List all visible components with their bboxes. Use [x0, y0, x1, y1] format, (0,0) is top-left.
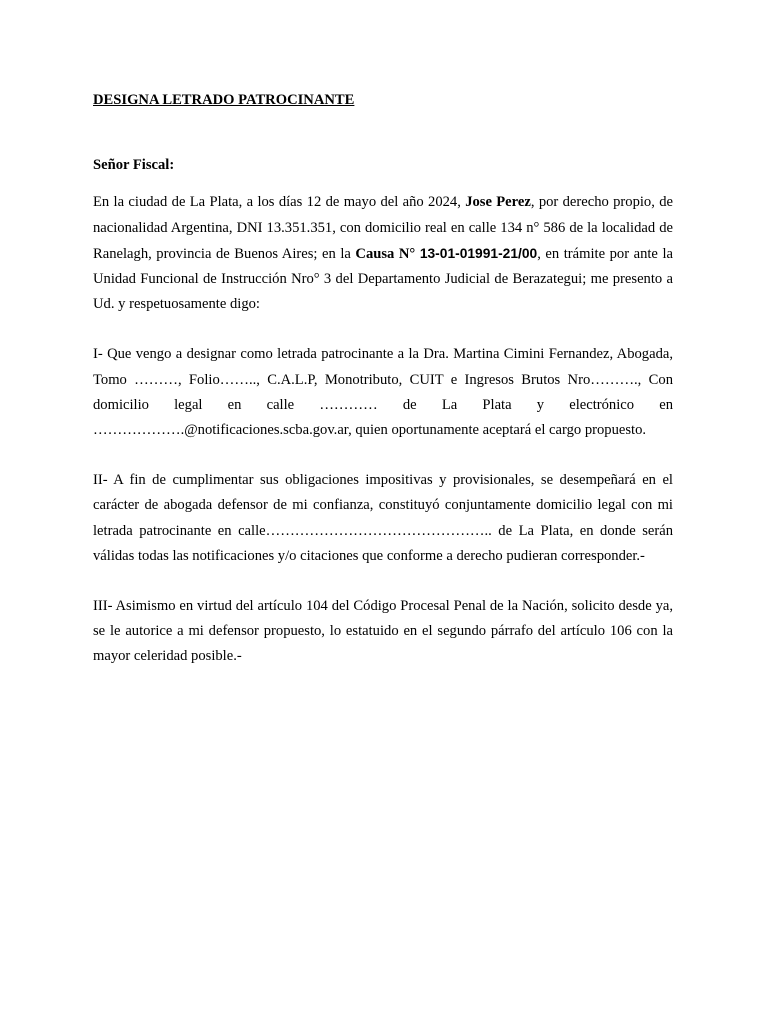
causa-label: Causa N° — [355, 245, 420, 262]
section-1-paragraph: I- Que vengo a designar como letrada patrocinante a la Dra. Martina Cimini Fernandez, Abogada, Tomo ………, Folio…….., C.A.L.P, Monotributo, CUIT e Ingresos Brutos Nro………., Con domicilio legal en calle ………… de La Plata y electrónico en ……………….@notificaciones.scba.gov.ar, quien oportunamente aceptará el cargo propuesto. — [93, 346, 673, 439]
section-2-paragraph: II- A fin de cumplimentar sus obligaciones impositivas y provisionales, se desempeñará en el carácter de abogada defensor de mi confianza, constituyó conjuntamente domicilio legal con mi letrada patrocinante en calle……………………………………….. de La Plata, en donde serán válidas todas las notificaciones y/o citaciones que conforme a derecho pudieran corresponder.- — [93, 472, 673, 564]
intro-text-2: , por derecho propio, de nacionalidad Argentina, DNI 13.351.351, con domicilio real en calle 134 n° 586 de la localidad de Ranelagh, provincia de Buenos Aires; en la — [93, 194, 673, 262]
client-name: Jose Perez — [465, 194, 531, 211]
intro-text-3: , en trámite por ante la Unidad Funcional de Instrucción Nro° 3 del Departamento Judicial de Berazategui; me presento a Ud. y respetuosamente digo: — [93, 245, 673, 313]
document-body — [93, 88, 673, 670]
salutation: Señor Fiscal: — [93, 157, 175, 174]
causa-number: 13-01-01991-21/00 — [419, 245, 538, 261]
intro-text-1: En la ciudad de La Plata, a los días 12 de mayo del año 2024, — [93, 194, 466, 211]
intro-paragraph — [93, 190, 673, 317]
section-3-paragraph: III- Asimismo en virtud del artículo 104 del Código Procesal Penal de la Nación, solicito desde ya, se le autorice a mi defensor propuesto, lo estatuido en el segundo párrafo del artículo 106 con la mayor celeridad posible.- — [93, 598, 673, 665]
document-title: DESIGNA LETRADO PATROCINANTE — [93, 92, 355, 108]
